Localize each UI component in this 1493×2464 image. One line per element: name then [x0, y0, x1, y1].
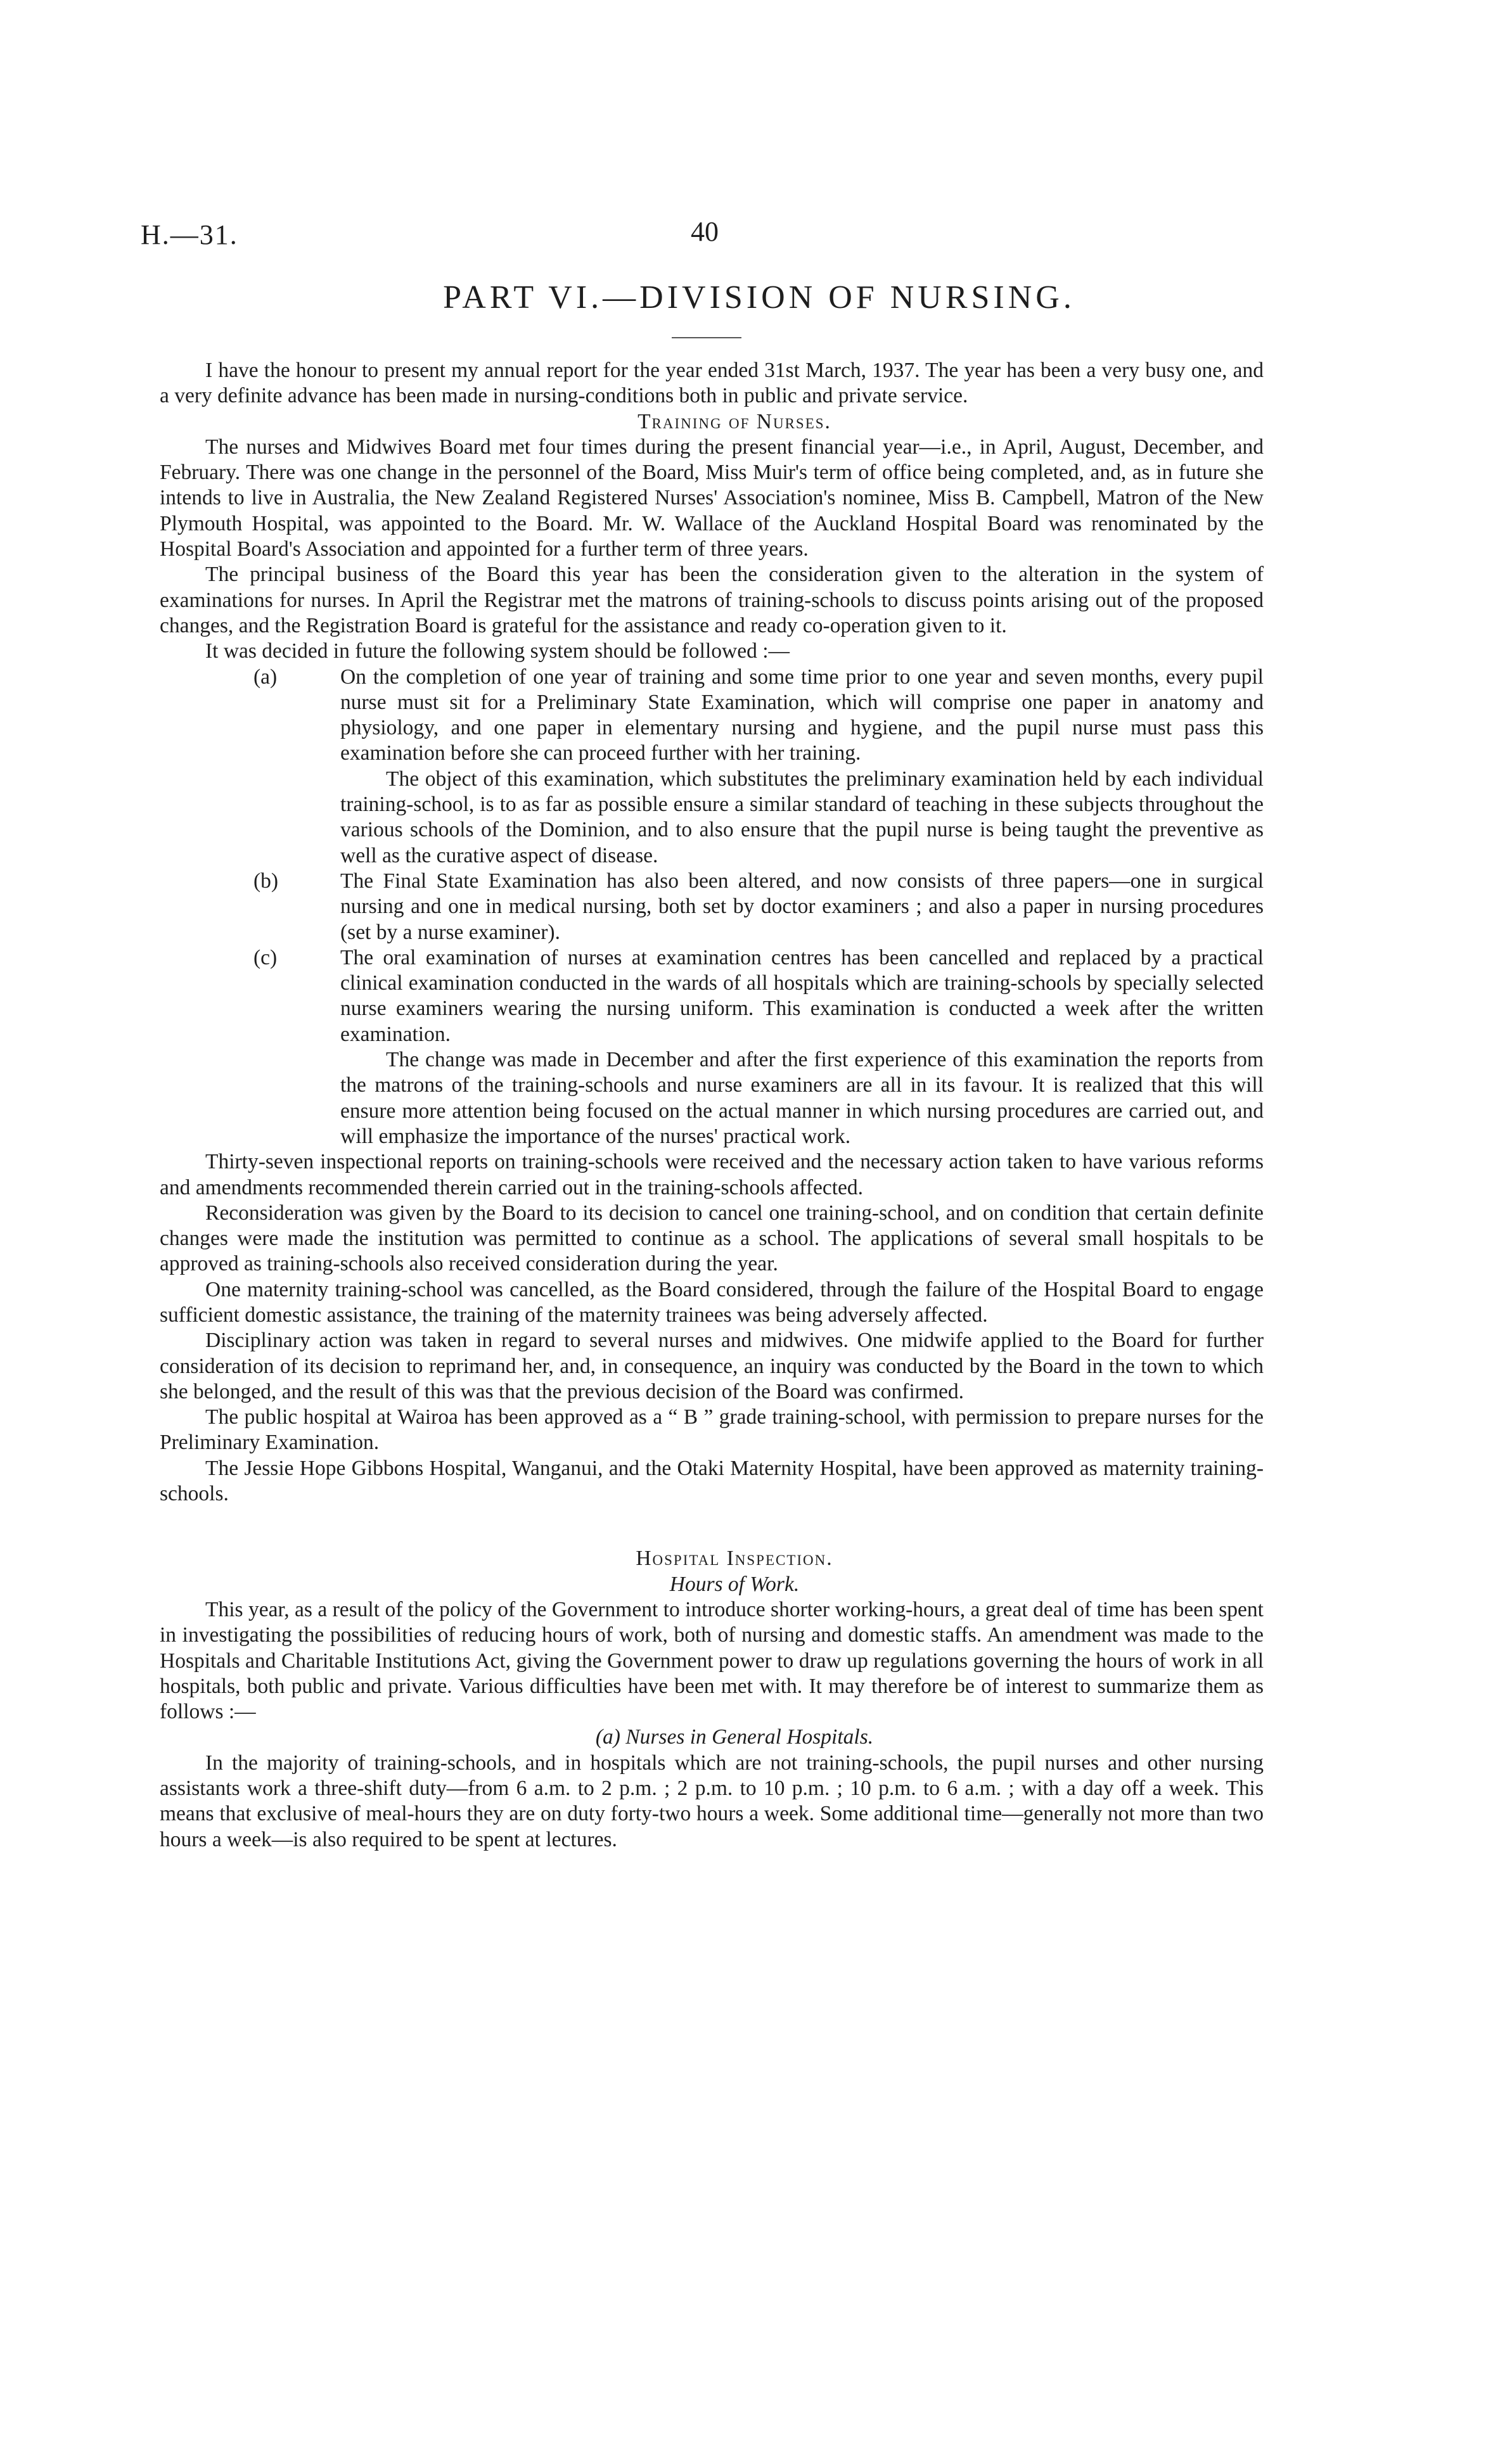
- section-spacer: [160, 1507, 1264, 1523]
- list-marker: (a): [253, 665, 278, 689]
- report-body: [160, 358, 1264, 1853]
- subheading-hours-of-work: Hours of Work.: [669, 1572, 800, 1596]
- inspection-paragraph-2: In the majority of training-schools, and in hospitals which are not training-schools, the pupil nurses and other nursing assistants work a three-shift duty—from 6 a.m. to 2 p.m. ; 2 p.m. to 10 p.m. ; 10 p.m. to 6 a.m. ; with a day off a week. This means that exclusive of meal-hours they are on duty forty-two hours a week. Some additional time—generally not more than two hours a week—is also required to be spent at lectures.: [160, 1751, 1264, 1851]
- subheading-nurses-general-hospitals: (a) Nurses in General Hospitals.: [595, 1725, 874, 1749]
- page-title: PART VI.—DIVISION OF NURSING.: [443, 279, 1075, 316]
- inspection-paragraph-1: This year, as a result of the policy of the Government to introduce shorter working-hours, a great deal of time has been spent in investigating the possibilities of reducing hours of work, both of nursing and domestic staffs. An amendment was made to the Hospitals and Charitable Institutions Act, giving the Government power to draw up regulations governing the hours of work in all hospitals, both public and private. Various difficulties have been met with. It may therefore be of interest to summarize them as follows :—: [160, 1597, 1264, 1724]
- training-paragraph-2: The principal business of the Board this year has been the consideration given to the alteration in the system of examinations for nurses. In April the Registrar met the matrons of training-schools to discuss points arising out of the proposed changes, and the Registration Board is grateful for the assistance and ready co-operation given to it.: [160, 563, 1264, 637]
- list-item-a: [160, 665, 1264, 767]
- page-number: 40: [691, 216, 719, 247]
- list-marker: (c): [253, 945, 278, 969]
- section-heading-inspection: Hospital Inspection.: [636, 1547, 833, 1571]
- list-item-b: [160, 869, 1264, 945]
- training-paragraph-3: It was decided in future the following system should be followed :—: [205, 639, 790, 663]
- title-divider: [672, 337, 741, 338]
- report-code: H.—31.: [141, 219, 238, 250]
- training-paragraph-5: Reconsideration was given by the Board to its decision to cancel one training-school, and on condition that certain definite changes were made the institution was permitted to continue as a school. The applications of several small hospitals to be approved as training-schools also received consideration during the year.: [160, 1201, 1264, 1276]
- list-item-c-continuation: The change was made in December and after the first experience of this examination the reports from the matrons of the training-schools and nurse examiners are all in its favour. It is realized that this will ensure more attention being focused on the actual manner in which nursing procedures are carried out, and will emphasize the importance of the nurses' practical work.: [340, 1048, 1264, 1148]
- list-marker: (b): [253, 869, 279, 893]
- training-paragraph-6: One maternity training-school was cancelled, as the Board considered, through the failure of the Hospital Board to engage sufficient domestic assistance, the training of the maternity trainees was being adversely affected.: [160, 1277, 1264, 1327]
- section-heading-training: Training of Nurses.: [638, 409, 831, 433]
- intro-paragraph: I have the honour to present my annual report for the year ended 31st March, 1937. The year has been a very busy one, and a very definite advance has been made in nursing-conditions both in public and private service.: [160, 359, 1264, 408]
- list-item-text: The Final State Examination has also been altered, and now consists of three papers—one in surgical nursing and one in medical nursing, both set by doctor examiners ; and also a paper in nursing procedures (set by a nurse examiner).: [340, 869, 1264, 944]
- list-item-c: [160, 945, 1264, 1047]
- list-item-text: The oral examination of nurses at examination centres has been cancelled and replaced by a practical clinical examination conducted in the wards of all hospitals which are training-schools by specially selected nurse examiners wearing the nursing uniform. This examination is conducted a week after the written examination.: [340, 945, 1264, 1046]
- list-item-text: On the completion of one year of training and some time prior to one year and seven months, every pupil nurse must sit for a Preliminary State Examination, which will comprise one paper in anatomy and physiology, and one paper in elementary nursing and hygiene, and the pupil nurse must pass this examination before she can proceed further with her training.: [340, 665, 1264, 765]
- training-paragraph-7: Disciplinary action was taken in regard to several nurses and midwives. One midwife applied to the Board for further consideration of its decision to reprimand her, and, in consequence, an inquiry was conducted by the Board in the town to which she belonged, and the result of this was that the previous decision of the Board was confirmed.: [160, 1329, 1264, 1403]
- list-item-a-continuation: The object of this examination, which substitutes the preliminary examination held by each individual training-school, is to as far as possible ensure a similar standard of teaching in these subjects throughout the various schools of the Dominion, and to also ensure that the pupil nurse is being taught the preventive as well as the curative aspect of disease.: [340, 767, 1264, 867]
- training-paragraph-4: Thirty-seven inspectional reports on training-schools were received and the necessary action taken to have various reforms and amendments recommended therein carried out in the training-schools affected.: [160, 1150, 1264, 1199]
- training-paragraph-9: The Jessie Hope Gibbons Hospital, Wanganui, and the Otaki Maternity Hospital, have been approved as maternity training-schools.: [160, 1456, 1264, 1506]
- training-paragraph-1: The nurses and Midwives Board met four times during the present financial year—i.e., in April, August, December, and February. There was one change in the personnel of the Board, Miss Muir's term of office being completed, and, as in future she intends to live in Australia, the New Zealand Registered Nurses' Association's nominee, Miss B. Campbell, Matron of the New Plymouth Hospital, was appointed to the Board. Mr. W. Wallace of the Auckland Hospital Board was renominated by the Hospital Board's Association and appointed for a further term of three years.: [160, 435, 1264, 561]
- training-paragraph-8: The public hospital at Wairoa has been approved as a “ B ” grade training-school, with permission to prepare nurses for the Preliminary Examination.: [160, 1405, 1264, 1455]
